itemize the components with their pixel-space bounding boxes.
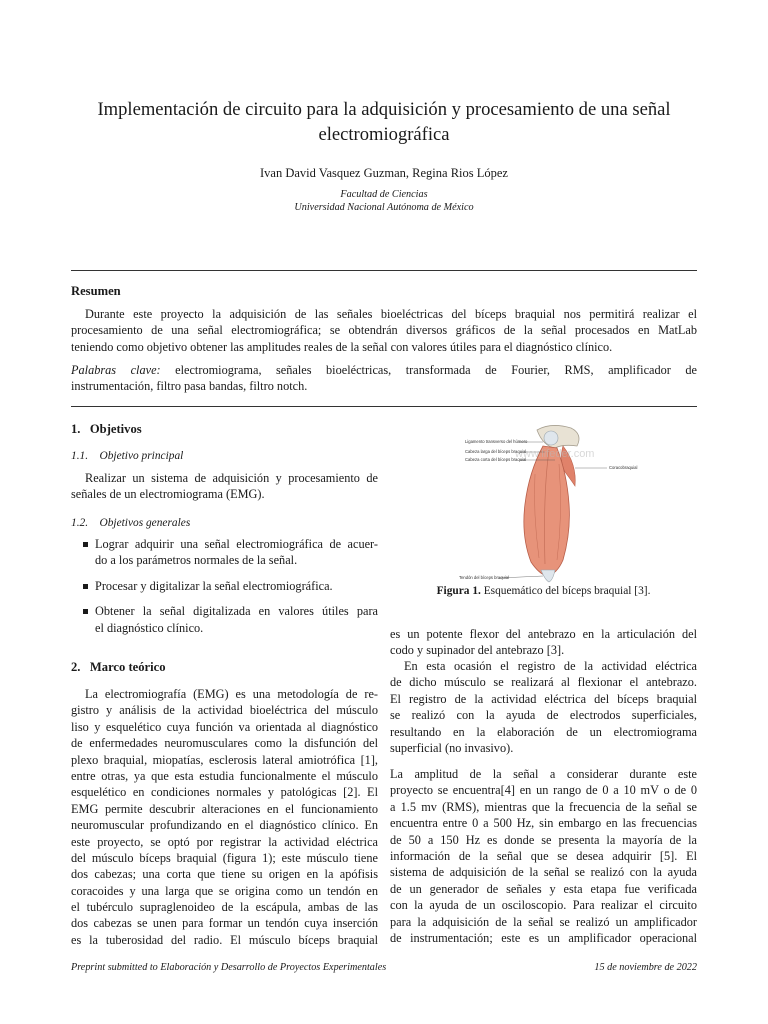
text-line: el diagnóstico clínico. xyxy=(95,620,204,635)
list-item xyxy=(71,603,378,636)
text-line: liso y esquelético cuya función va orientada al diagnóstico xyxy=(71,719,378,734)
paper-title xyxy=(40,97,728,147)
list-item xyxy=(71,536,378,569)
text-line: es un potente flexor del antebrazo en la articulación del xyxy=(390,627,697,641)
abstract-rule xyxy=(71,406,697,407)
figure-label: Coracobraquial xyxy=(609,465,638,470)
text-line: do a los parámetros normales de la señal. xyxy=(95,553,298,568)
right-column-text-a xyxy=(390,626,697,659)
figure-biceps xyxy=(459,424,659,584)
text-line: plexo braquial, miopatías, esclerosis lateral amiotrófica [1], xyxy=(71,752,378,767)
right-column-text-b xyxy=(390,658,697,756)
text-line: para la adquisición de la señal se realizó un amplificador xyxy=(390,914,697,929)
text-line: a 1.5 mv (RMS), mientras que la frecuencia de la señal se xyxy=(390,799,697,814)
text-line: resultando en la elaboración de un electromiograma xyxy=(390,724,697,739)
text-line: superficial (no invasivo). xyxy=(390,740,514,755)
bullet-icon xyxy=(83,609,88,614)
text-line: encuentra entre 0 a 500 Hz, sin embargo en las frecuencias xyxy=(390,816,697,831)
figure-label: Ligamento transverso del húmero xyxy=(465,439,528,444)
text-line: Lograr adquirir una señal electromiográfica de acuer- xyxy=(95,537,378,551)
footer-preprint: Preprint submitted to Elaboración y Desarrollo de Proyectos Experimentales xyxy=(71,962,387,973)
text-line: el tubérculo supraglenoideo de la escápula, ambas de las xyxy=(71,900,378,915)
abstract-line: procesamiento de una señal electromiográfica; se obtendrán diversos gráficos de la señal procesados en MatLab xyxy=(71,323,697,338)
objetivo-principal-text xyxy=(71,470,378,503)
biceps-tendon xyxy=(541,570,555,582)
text-line: neuromuscular profundizando en el diagnóstico clínico. En xyxy=(71,818,378,833)
top-rule xyxy=(71,270,697,271)
text-line: es la tuberosidad del radio. El músculo bíceps braquial xyxy=(71,932,378,947)
text-line: de un generador de señales y esta etapa fue verificada xyxy=(390,881,697,896)
subsection-objetivos-generales: 1.2. Objetivos generales xyxy=(71,517,191,529)
biceps-muscle xyxy=(524,446,570,576)
text-line: de dicho músculo se realizará al flexionar el antebrazo. xyxy=(390,675,697,690)
text-line: señales de un electromiograma (EMG). xyxy=(71,487,265,502)
text-line: este proyecto, se optó por registrar la actividad eléctrica xyxy=(71,834,378,849)
text-line: esquelético en condiciones normales y patológicas [2]. El xyxy=(71,785,378,800)
text-line: La electromiografía (EMG) es una metodología de re- xyxy=(85,687,378,701)
text-line: Procesar y digitalizar la señal electromiográfica. xyxy=(95,578,333,593)
keywords xyxy=(71,362,697,395)
figure-caption xyxy=(390,585,697,597)
section-heading-objetivos: 1. Objetivos xyxy=(71,422,142,436)
keywords-label: Palabras clave: xyxy=(71,363,161,377)
affiliation-faculty: Facultad de Ciencias xyxy=(340,189,428,200)
title-line: Implementación de circuito para la adquisición y procesamiento de una señal xyxy=(97,99,671,120)
abstract-body xyxy=(71,306,697,355)
text-line: sistema de adquisición de la señal se realizó con la ayuda xyxy=(390,865,697,880)
text-line: La amplitud de la señal a considerar durante este xyxy=(390,767,697,781)
marco-teorico-text xyxy=(71,686,378,948)
text-line: se realizó con la ayuda de electrodos superficiales, xyxy=(390,708,697,723)
affiliation-university: Universidad Nacional Autónoma de México xyxy=(294,202,474,213)
text-line: Obtener la señal digitalizada en valores útiles para xyxy=(95,604,378,619)
section-heading-marco-teorico: 2. Marco teórico xyxy=(71,660,166,674)
text-line: de enfermedades neuromusculares como la disfunción del xyxy=(71,736,378,751)
bullet-icon xyxy=(83,584,88,589)
abstract-heading: Resumen xyxy=(71,284,121,298)
bullet-icon xyxy=(83,542,88,547)
list-item xyxy=(71,578,378,594)
title-line: electromiográfica xyxy=(318,124,450,145)
text-line: En esta ocasión el registro de la actividad eléctrica xyxy=(404,659,697,673)
subsection-objetivo-principal: 1.1. Objetivo principal xyxy=(71,450,184,462)
objetivos-list xyxy=(71,536,378,644)
humeral-head xyxy=(544,431,558,445)
text-line: de instrumentación; este es un amplificador operacional xyxy=(390,930,697,945)
text-line: de 50 a 150 Hz es donde se presenta la mayoría de la xyxy=(390,832,697,847)
figure-label: Tendón del bíceps braquial xyxy=(459,575,510,580)
authors: Ivan David Vasquez Guzman, Regina Rios López xyxy=(260,166,508,180)
text-line: Realizar un sistema de adquisición y procesamiento de xyxy=(85,471,378,485)
keywords-line: instrumentación, filtro pasa bandas, filtro notch. xyxy=(71,379,308,394)
text-line: información de la señal que se desea adquirir [5]. El xyxy=(390,848,697,863)
watermark: www.lifeder.com xyxy=(515,448,595,460)
caption-text: Esquemático del bíceps braquial [3]. xyxy=(480,585,651,597)
text-line: con la ayuda de un osciloscopio. Para realizar el circuito xyxy=(390,898,697,913)
text-line: del músculo bíceps braquial (figura 1); este músculo tiene xyxy=(71,850,378,865)
right-column-text-c xyxy=(390,766,697,946)
text-line: codo y supinador del antebrazo [3]. xyxy=(390,643,565,658)
text-line: dos cabezas; una corta que tiene su origen en la apófisis xyxy=(71,867,378,882)
text-line: coracoides y una larga que se origina como un tendón en xyxy=(71,883,378,898)
footer-date: 15 de noviembre de 2022 xyxy=(594,962,697,973)
text-line: entre otras, ya que esta estudia funcionalmente el músculo xyxy=(71,768,378,783)
abstract-line: teniendo como objetivo obtener las amplitudes reales de la señal con valores útiles para el diagnóstico clínico. xyxy=(71,339,613,354)
keywords-line xyxy=(71,362,697,378)
text-line: El registro de la actividad eléctrica del bíceps braquial xyxy=(390,691,697,706)
text-line: dos cabezas se unen para formar un tendón cuya inserción xyxy=(71,916,378,931)
text-line: proyecto se encuentra[4] en un rango de 0 a 10 mV o de 0 xyxy=(390,783,697,798)
text-line: EMG permite descubrir alteraciones en el funcionamiento xyxy=(71,801,378,816)
keywords-text: electromiograma, señales bioeléctricas, transformada de Fourier, RMS, amplificador de xyxy=(160,363,697,377)
caption-label: Figura 1. xyxy=(436,585,481,597)
figure-label: Cabeza larga del bíceps braquial xyxy=(465,449,527,454)
biceps-illustration xyxy=(459,424,659,584)
text-line: gistro y análisis de la actividad bioeléctrica del músculo xyxy=(71,703,378,718)
figure-label: Cabeza corta del bíceps braquial xyxy=(465,457,527,462)
abstract-line: Durante este proyecto la adquisición de las señales bioeléctricas del bíceps braquial nos permitirá realizar el xyxy=(85,307,697,321)
